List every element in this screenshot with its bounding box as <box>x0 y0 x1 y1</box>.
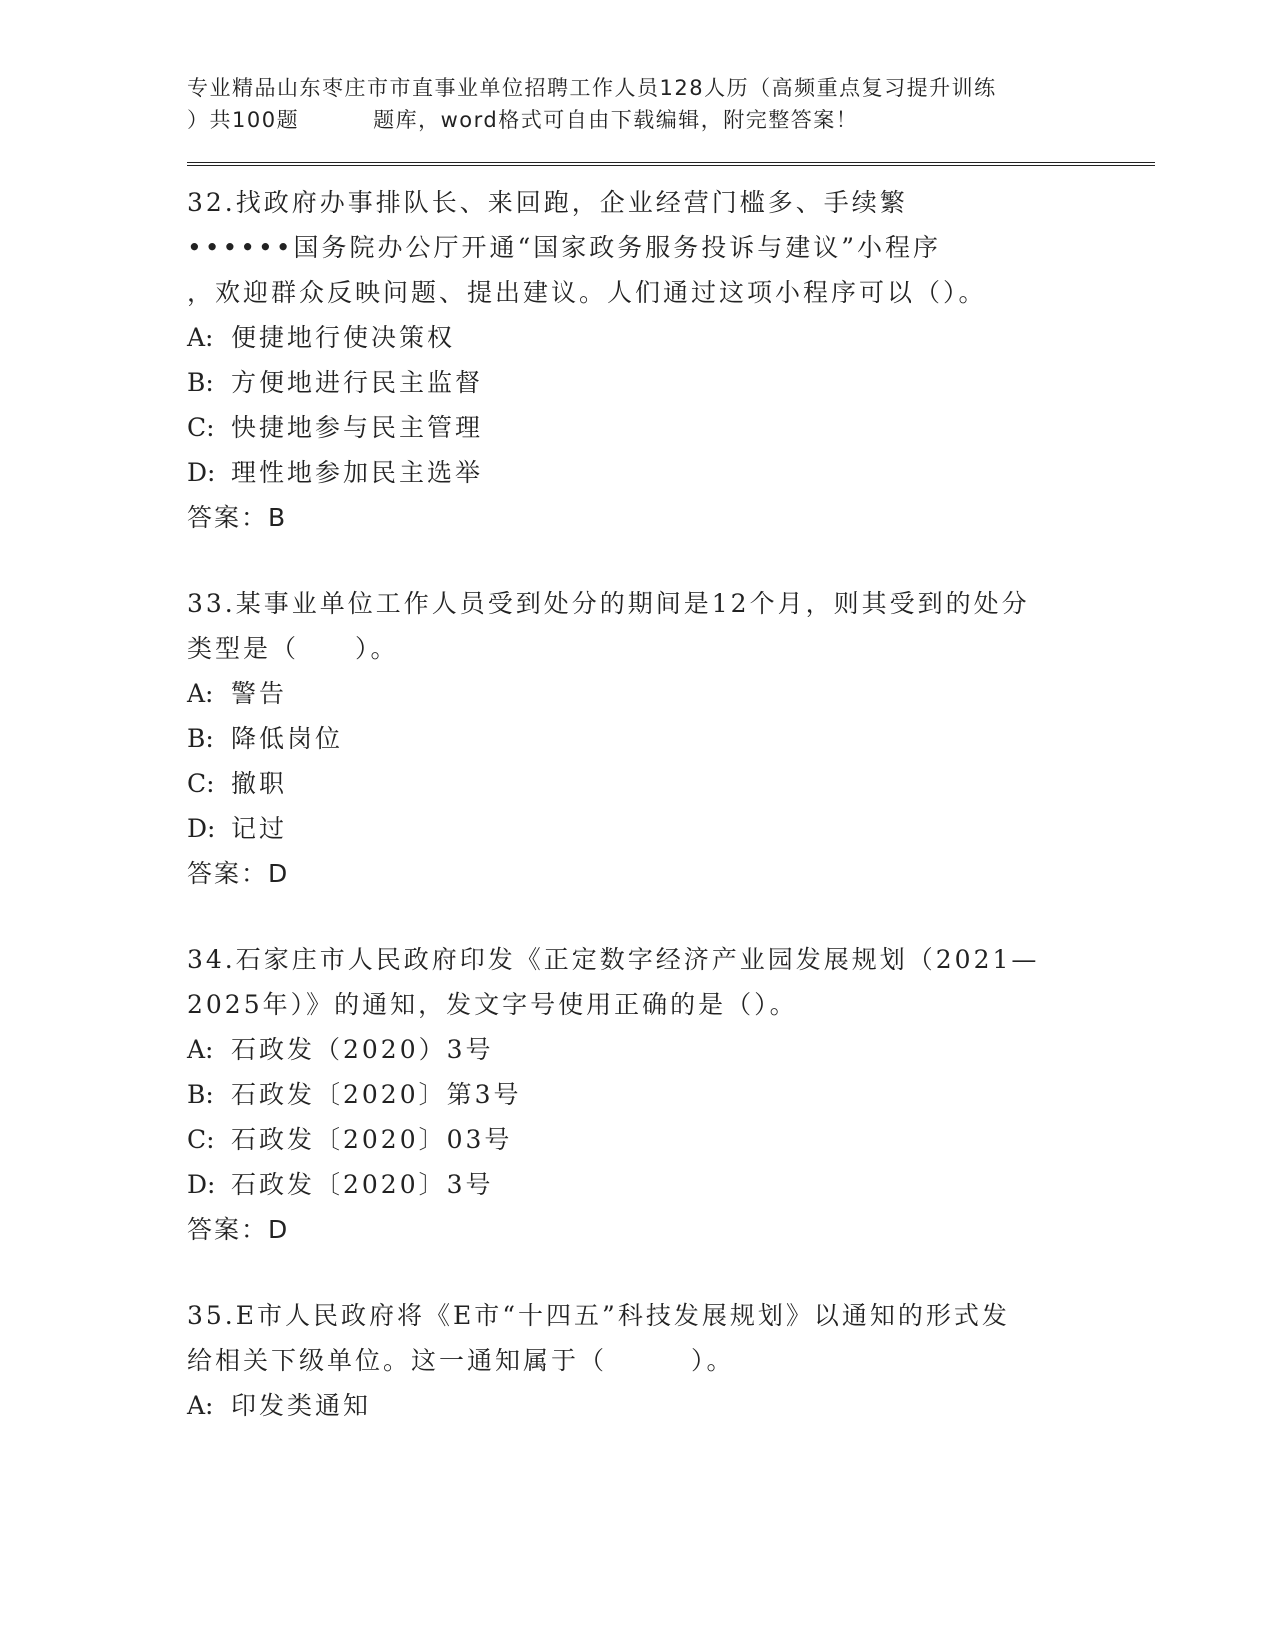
stem-line: ，欢迎群众反映问题、提出建议。人们通过这项小程序可以（）。 <box>187 278 987 307</box>
option-a: A: 警告 <box>187 679 288 708</box>
header-divider <box>187 162 1155 166</box>
stem-line: 35.E市人民政府将《E市“十四五”科技发展规划》以通知的形式发 <box>187 1301 1010 1330</box>
answer-line: 答案：B <box>187 503 288 532</box>
header-line-2-part-2: 题库，word格式可自由下载编辑，附完整答案！ <box>373 108 859 132</box>
option-b: B: 石政发〔2020〕第3号 <box>187 1080 522 1109</box>
question-32 <box>187 180 1157 540</box>
question-34 <box>187 937 1157 1252</box>
document-header <box>187 72 1157 136</box>
option-d: D: 理性地参加民主选举 <box>187 458 484 487</box>
stem-line: 给相关下级单位。这一通知属于（ ）。 <box>187 1346 735 1375</box>
stem-line: 类型是（ ）。 <box>187 634 399 663</box>
option-c: C: 快捷地参与民主管理 <box>187 413 484 442</box>
stem-line: 34.石家庄市人民政府印发《正定数字经济产业园发展规划（2021— <box>187 945 1040 974</box>
option-c: C: 撤职 <box>187 769 288 798</box>
answer-line: 答案：D <box>187 859 290 888</box>
question-stem <box>187 180 1067 315</box>
stem-line: 33.某事业单位工作人员受到处分的期间是12个月，则其受到的处分 <box>187 589 1030 618</box>
stem-line: 2025年）》的通知，发文字号使用正确的是（）。 <box>187 990 798 1019</box>
option-b: B: 方便地进行民主监督 <box>187 368 484 397</box>
option-d: D: 石政发〔2020〕3号 <box>187 1170 494 1199</box>
header-line-1: 专业精品山东枣庄市市直事业单位招聘工作人员128人历（高频重点复习提升训练 <box>187 76 997 100</box>
header-line-2 <box>187 104 1157 136</box>
stem-line: ••••••国务院办公厅开通“国家政务服务投诉与建议”小程序 <box>187 233 942 262</box>
question-stem <box>187 1293 1067 1383</box>
header-line-2-part-1: ）共100题 <box>187 108 300 132</box>
document-page <box>187 72 1157 1428</box>
question-stem <box>187 581 1067 671</box>
option-b: B: 降低岗位 <box>187 724 344 753</box>
option-c: C: 石政发〔2020〕03号 <box>187 1125 513 1154</box>
question-35 <box>187 1293 1157 1428</box>
question-33 <box>187 581 1157 896</box>
option-d: D: 记过 <box>187 814 288 843</box>
option-a: A: 印发类通知 <box>187 1391 372 1420</box>
answer-line: 答案：D <box>187 1215 290 1244</box>
option-a: A: 石政发（2020）3号 <box>187 1035 494 1064</box>
stem-line: 32.找政府办事排队长、来回跑，企业经营门槛多、手续繁 <box>187 188 908 217</box>
option-a: A: 便捷地行使决策权 <box>187 323 456 352</box>
question-stem <box>187 937 1067 1027</box>
